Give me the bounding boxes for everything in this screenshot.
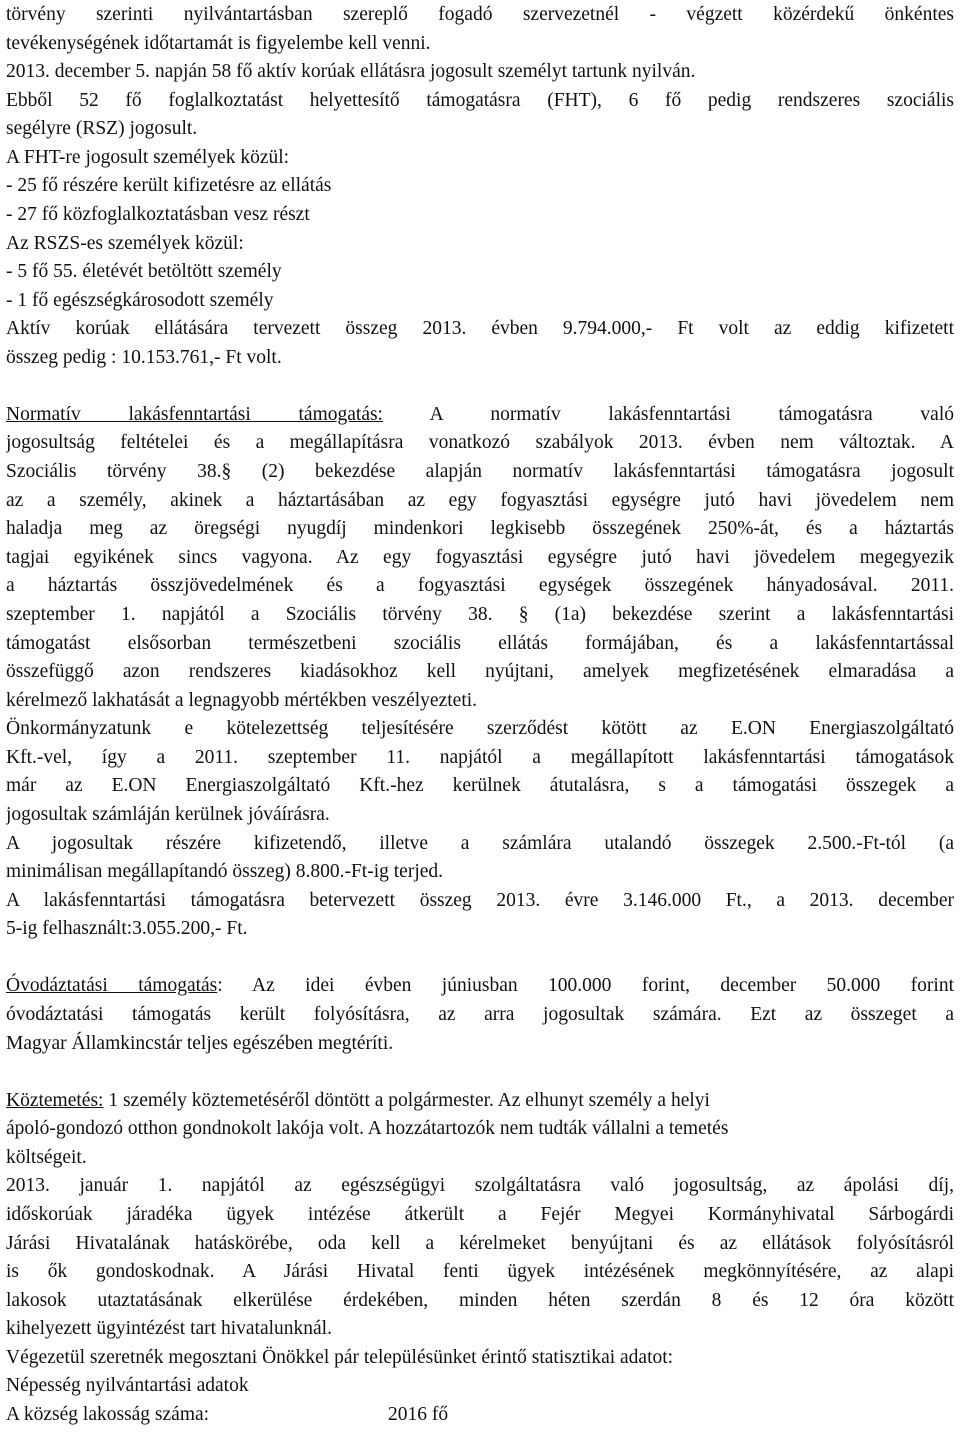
list-item: - 25 fő részére került kifizetésre az ellátás xyxy=(6,175,332,196)
paragraph-line: Aktív korúak ellátására tervezett összeg 2013. évben 9.794.000,- Ft volt az eddig kifizetett xyxy=(6,318,954,339)
paragraph-line xyxy=(6,971,954,1000)
paragraph-line: jogosultak számláján kerülnek jóváírásra. xyxy=(6,804,330,825)
paragraph-line: Járási Hivatalának hatáskörébe, oda kell a kérelmeket benyújtani és az ellátások folyósításról xyxy=(6,1233,954,1254)
statistic-value: 2016 fő xyxy=(388,1404,449,1425)
paragraph-line: 2013. december 5. napján 58 fő aktív korúak ellátásra jogosult személyt tartunk nyilván. xyxy=(6,61,696,82)
paragraph-line: óvodáztatási támogatás került folyósításra, az arra jogosultak számára. Ezt az összeget a xyxy=(6,1004,954,1025)
paragraph-line: Ebből 52 fő foglalkoztatást helyettesítő támogatásra (FHT), 6 fő pedig rendszeres szociális xyxy=(6,90,954,111)
paragraph-line: Önkormányzatunk e kötelezettség teljesítésére szerződést kötött az E.ON Energiaszolgáltató xyxy=(6,718,954,739)
paragraph-line: Végezetül szeretnék megosztani Önökkel pár településünket érintő statisztikai adatot: xyxy=(6,1347,674,1368)
paragraph-line: Kft.-vel, így a 2011. szeptember 11. napjától a megállapított lakásfenntartási támogatások xyxy=(6,747,954,768)
paragraph-line: tevékenységének időtartamát is figyelembe kell venni. xyxy=(6,33,431,54)
paragraph-line: a háztartás összjövedelmének és a fogyasztási egységek összegének hányadosával. 2011. xyxy=(6,575,954,596)
paragraph-line: jogosultság feltételei és a megállapításra vonatkozó szabályok 2013. évben nem változtak. A xyxy=(6,432,954,453)
paragraph-line: 5-ig felhasznált:3.055.200,- Ft. xyxy=(6,918,248,939)
paragraph-line: időskorúak járadéka ügyek intézése átkerült a Fejér Megyei Kormányhivatal Sárbogárdi xyxy=(6,1204,954,1225)
paragraph-line: az a személy, akinek a háztartásában az egy fogyasztási egységre jutó havi jövedelem nem xyxy=(6,490,954,511)
paragraph-line: törvény szerinti nyilvántartásban szereplő fogadó szervezetnél - végzett közérdekű önkéntes xyxy=(6,4,954,25)
paragraph-line xyxy=(6,400,954,429)
list-item: - 27 fő közfoglalkoztatásban vesz részt xyxy=(6,204,310,225)
paragraph-line: összeg pedig : 10.153.761,- Ft volt. xyxy=(6,347,282,368)
statistic-label: A község lakosság száma: xyxy=(6,1404,210,1425)
paragraph-line: haladja meg az öregségi nyugdíj mindenkori legkisebb összegének 250%-át, és a háztartás xyxy=(6,518,954,539)
paragraph-text: 1 személy köztemetéséről döntött a polgármester. Az elhunyt személy a helyi xyxy=(103,1090,710,1111)
paragraph-line: 2013. január 1. napjától az egészségügyi szolgáltatásra való jogosultság, az ápolási díj, xyxy=(6,1175,954,1196)
paragraph-line: A jogosultak részére kifizetendő, illetve a számlára utalandó összegek 2.500.-Ft-tól (a xyxy=(6,833,954,854)
section-heading-koztemetes: Köztemetés: xyxy=(6,1090,104,1111)
paragraph-text: : Az idei évben júniusban 100.000 forint, december 50.000 forint xyxy=(217,975,954,996)
paragraph-line: ápoló-gondozó otthon gondnokolt lakója volt. A hozzátartozók nem tudták vállalni a temetés xyxy=(6,1118,729,1139)
list-item: - 1 fő egészségkárosodott személy xyxy=(6,290,274,311)
paragraph-line: A lakásfenntartási támogatásra betervezett összeg 2013. évre 3.146.000 Ft., a 2013. december xyxy=(6,890,954,911)
paragraph-line: támogatást elsősorban természetbeni szociális ellátás formájában, és a lakásfenntartással xyxy=(6,633,954,654)
paragraph-text: A normatív lakásfenntartási támogatásra való xyxy=(382,404,954,425)
paragraph-line: Az RSZS-es személyek közül: xyxy=(6,233,244,254)
paragraph-line: is ők gondoskodnak. A Járási Hivatal fenti ügyek intézésének megkönnyítésére, az alapi xyxy=(6,1261,954,1282)
section-heading-normativ-lakasfenntartasi: Normatív lakásfenntartási támogatás: xyxy=(6,404,383,425)
subheading-nepesseg: Népesség nyilvántartási adatok xyxy=(6,1375,249,1396)
statistic-row xyxy=(6,1400,954,1429)
paragraph-line: segélyre (RSZ) jogosult. xyxy=(6,118,198,139)
list-item: - 5 fő 55. életévét betöltött személy xyxy=(6,261,282,282)
paragraph-line: A FHT-re jogosult személyek közül: xyxy=(6,147,290,168)
paragraph-line: Magyar Államkincstár teljes egészében megtéríti. xyxy=(6,1033,394,1054)
paragraph-line: már az E.ON Energiaszolgáltató Kft.-hez kerülnek átutalásra, s a támogatási összegek a xyxy=(6,775,954,796)
section-heading-ovodaztatasi: Óvodáztatási támogatás xyxy=(6,975,218,996)
paragraph-line xyxy=(6,1086,954,1115)
paragraph-line: tagjai egyikének sincs vagyona. Az egy fogyasztási egységre jutó havi jövedelem megegyezik xyxy=(6,547,954,568)
paragraph-line: kihelyezett ügyintézést tart hivatalunknál. xyxy=(6,1318,332,1339)
paragraph-line: kérelmező lakhatását a legnagyobb mértékben veszélyezteti. xyxy=(6,690,478,711)
paragraph-line: Szociális törvény 38.§ (2) bekezdése alapján normatív lakásfenntartási támogatásra jogosult xyxy=(6,461,954,482)
paragraph-line: lakosok utaztatásának elkerülése érdekében, minden héten szerdán 8 és 12 óra között xyxy=(6,1290,954,1311)
paragraph-line: költségeit. xyxy=(6,1147,87,1168)
paragraph-line: összefüggő azon rendszeres kiadásokhoz kell nyújtani, amelyek megfizetésének elmaradása a xyxy=(6,661,954,682)
paragraph-line: minimálisan megállapítandó összeg) 8.800.-Ft-ig terjed. xyxy=(6,861,444,882)
paragraph-line: szeptember 1. napjától a Szociális törvény 38. § (1a) bekezdése szerint a lakásfenntartási xyxy=(6,604,954,625)
